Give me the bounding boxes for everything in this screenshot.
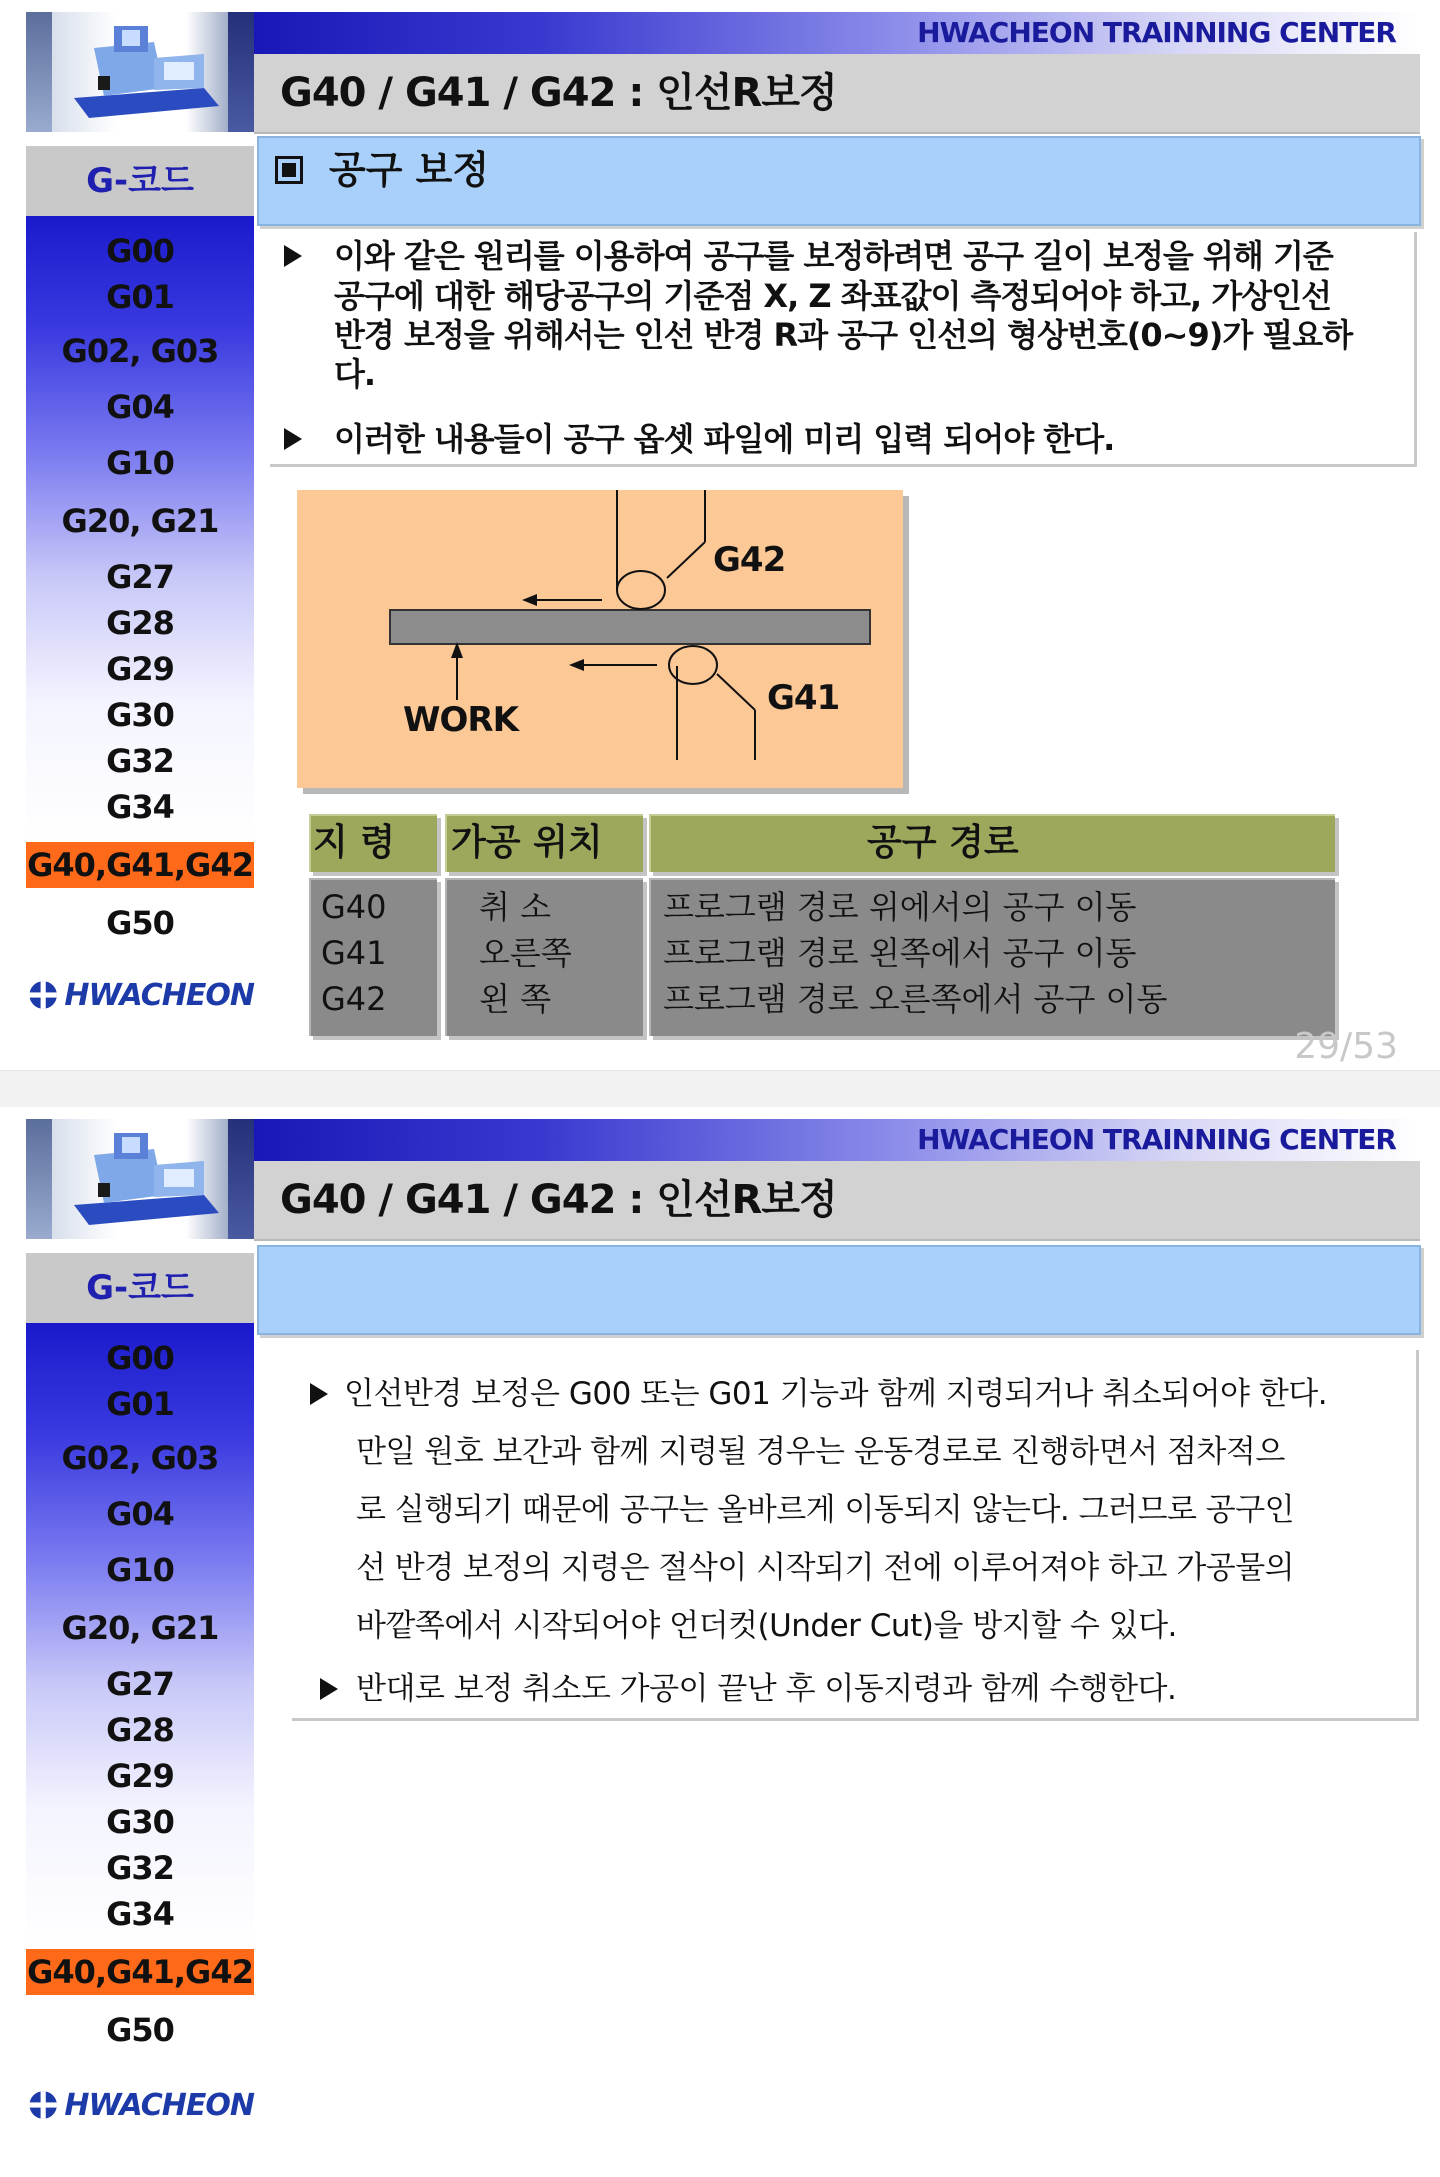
paragraph-1-line-3: 반경 보정을 위해서는 인선 반경 R과 공구 인선의 형상번호(0~9)가 필요하 bbox=[334, 316, 1353, 354]
logo-text: HWACHEON bbox=[64, 2087, 254, 2123]
slide2-line-5: 바깥쪽에서 시작되어야 언더컷(Under Cut)을 방지할 수 있다. bbox=[356, 1608, 1177, 1644]
nav-item-g20-g21[interactable]: G20, G21 bbox=[61, 1609, 219, 1647]
machine-thumbnail bbox=[26, 12, 254, 132]
table-header-position bbox=[445, 814, 643, 872]
training-center-name: HWACHEON TRAINNING CENTER bbox=[917, 16, 1396, 49]
title-bar bbox=[254, 54, 1420, 134]
hwacheon-logo-icon bbox=[26, 2087, 60, 2123]
table-cell: G41 bbox=[321, 934, 387, 972]
table-cell: 취 소 bbox=[479, 888, 551, 926]
table-column-command bbox=[309, 878, 437, 1036]
nav-item-g34[interactable]: G34 bbox=[106, 1895, 174, 1933]
nav-item-g27[interactable]: G27 bbox=[106, 558, 174, 596]
logo-text: HWACHEON bbox=[64, 977, 254, 1013]
nav-item-g40-g41-g42[interactable]: G40,G41,G42 bbox=[26, 842, 254, 888]
section-title: 공구 보정 bbox=[329, 148, 490, 192]
slide2-line-2: 만일 원호 보간과 함께 지령될 경우는 운동경로로 진행하면서 점차적으 bbox=[356, 1434, 1285, 1470]
nav-item-g10[interactable]: G10 bbox=[106, 1551, 174, 1589]
nav-item-g02-g03[interactable]: G02, G03 bbox=[61, 332, 219, 370]
slide-1 bbox=[0, 0, 1440, 1070]
table-header-command bbox=[309, 814, 437, 872]
nav-item-g29[interactable]: G29 bbox=[106, 1757, 174, 1795]
table-column-position bbox=[445, 878, 643, 1036]
nav-item-g00[interactable]: G00 bbox=[106, 232, 174, 270]
nav-item-g32[interactable]: G32 bbox=[106, 742, 174, 780]
header-bar bbox=[254, 1119, 1420, 1161]
cnc-machine-icon bbox=[54, 1125, 226, 1235]
nav-item-g40-g41-g42[interactable]: G40,G41,G42 bbox=[26, 1949, 254, 1995]
label-work: WORK bbox=[403, 700, 518, 740]
page-title: G40 / G41 / G42 : 인선R보정 bbox=[280, 70, 837, 116]
table-header-position-text: 가공 위치 bbox=[451, 822, 603, 863]
thumbnail-right-bar bbox=[228, 12, 254, 132]
slide-separator bbox=[0, 1070, 1440, 1109]
machine-thumbnail bbox=[26, 1119, 254, 1239]
table-cell: 오른쪽 bbox=[479, 934, 572, 972]
nav-item-g04[interactable]: G04 bbox=[106, 388, 174, 426]
table-cell: 왼 쪽 bbox=[479, 980, 551, 1018]
table-header-tool-path-text: 공구 경로 bbox=[867, 822, 1019, 863]
square-bullet-icon bbox=[275, 156, 303, 184]
header-bar bbox=[254, 12, 1420, 54]
table-cell: G40 bbox=[321, 888, 387, 926]
table-header-tool-path bbox=[649, 814, 1335, 872]
label-g41: G41 bbox=[767, 678, 840, 718]
hwacheon-logo-icon bbox=[26, 977, 60, 1013]
training-center-name: HWACHEON TRAINNING CENTER bbox=[917, 1123, 1396, 1156]
slide2-line-1: 인선반경 보정은 G00 또는 G01 기능과 함께 지령되거나 취소되어야 한다. bbox=[344, 1376, 1328, 1412]
slide2-line-4: 선 반경 보정의 지령은 절삭이 시작되기 전에 이루어져야 하고 가공물의 bbox=[356, 1550, 1295, 1586]
bullet-arrow-icon bbox=[310, 1383, 328, 1405]
gcode-nav bbox=[26, 216, 254, 840]
nav-item-g02-g03[interactable]: G02, G03 bbox=[61, 1439, 219, 1477]
thumbnail-left-bar bbox=[26, 1119, 52, 1239]
nav-item-g00[interactable]: G00 bbox=[106, 1339, 174, 1377]
slide2-line-3: 로 실행되기 때문에 공구는 올바르게 이동되지 않는다. 그러므로 공구인 bbox=[356, 1492, 1295, 1528]
bullet-arrow-icon bbox=[284, 245, 302, 267]
tool-path-drawing bbox=[297, 490, 903, 788]
table-cell: G42 bbox=[321, 980, 387, 1018]
slide2-last-line: 반대로 보정 취소도 가공이 끝난 후 이동지령과 함께 수행한다. bbox=[356, 1671, 1177, 1707]
thumbnail-left-bar bbox=[26, 12, 52, 132]
page-title: G40 / G41 / G42 : 인선R보정 bbox=[280, 1177, 837, 1223]
thumbnail-right-bar bbox=[228, 1119, 254, 1239]
paragraph-2: 이러한 내용들이 공구 옵셋 파일에 미리 입력 되어야 한다. bbox=[334, 420, 1115, 458]
hwacheon-logo bbox=[26, 2085, 254, 2125]
title-bar bbox=[254, 1161, 1420, 1241]
nav-item-g50[interactable]: G50 bbox=[106, 904, 174, 942]
nav-item-g27[interactable]: G27 bbox=[106, 1665, 174, 1703]
paragraph-1-line-1: 이와 같은 원리를 이용하여 공구를 보정하려면 공구 길이 보정을 위해 기준 bbox=[334, 237, 1333, 275]
gcode-label: G-코드 bbox=[26, 146, 254, 216]
nav-item-g50[interactable]: G50 bbox=[106, 2011, 174, 2049]
nav-item-g30[interactable]: G30 bbox=[106, 696, 174, 734]
hwacheon-logo bbox=[26, 975, 254, 1015]
nav-item-g28[interactable]: G28 bbox=[106, 604, 174, 642]
tool-path-diagram bbox=[297, 490, 903, 788]
nav-item-g01[interactable]: G01 bbox=[106, 1385, 174, 1423]
nav-item-g10[interactable]: G10 bbox=[106, 444, 174, 482]
table-cell: 프로그램 경로 왼쪽에서 공구 이동 bbox=[663, 934, 1137, 972]
table-cell: 프로그램 경로 오른쪽에서 공구 이동 bbox=[663, 980, 1168, 1018]
paragraph-1-line-2: 공구에 대한 해당공구의 기준점 X, Z 좌표값이 측정되어야 하고, 가상인선 bbox=[334, 277, 1331, 315]
cnc-machine-icon bbox=[54, 18, 226, 128]
gcode-nav bbox=[26, 1323, 254, 1947]
table-header-command-text: 지 령 bbox=[313, 822, 396, 863]
nav-item-g32[interactable]: G32 bbox=[106, 1849, 174, 1887]
label-g42: G42 bbox=[713, 540, 786, 580]
nav-item-g29[interactable]: G29 bbox=[106, 650, 174, 688]
bullet-arrow-icon bbox=[284, 428, 302, 450]
nav-item-g28[interactable]: G28 bbox=[106, 1711, 174, 1749]
nav-item-g04[interactable]: G04 bbox=[106, 1495, 174, 1533]
nav-item-g30[interactable]: G30 bbox=[106, 1803, 174, 1841]
gcode-label: G-코드 bbox=[26, 1253, 254, 1323]
nav-item-g20-g21[interactable]: G20, G21 bbox=[61, 502, 219, 540]
section-bar bbox=[257, 136, 1421, 226]
bullet-arrow-icon bbox=[320, 1678, 338, 1700]
nav-item-g01[interactable]: G01 bbox=[106, 278, 174, 316]
table-column-tool-path bbox=[649, 878, 1335, 1036]
page-counter: 29/53 bbox=[1294, 1026, 1398, 1067]
table-cell: 프로그램 경로 위에서의 공구 이동 bbox=[663, 888, 1137, 926]
nav-item-g34[interactable]: G34 bbox=[106, 788, 174, 826]
section-bar bbox=[257, 1245, 1421, 1335]
paragraph-1-line-4: 다. bbox=[334, 355, 376, 393]
